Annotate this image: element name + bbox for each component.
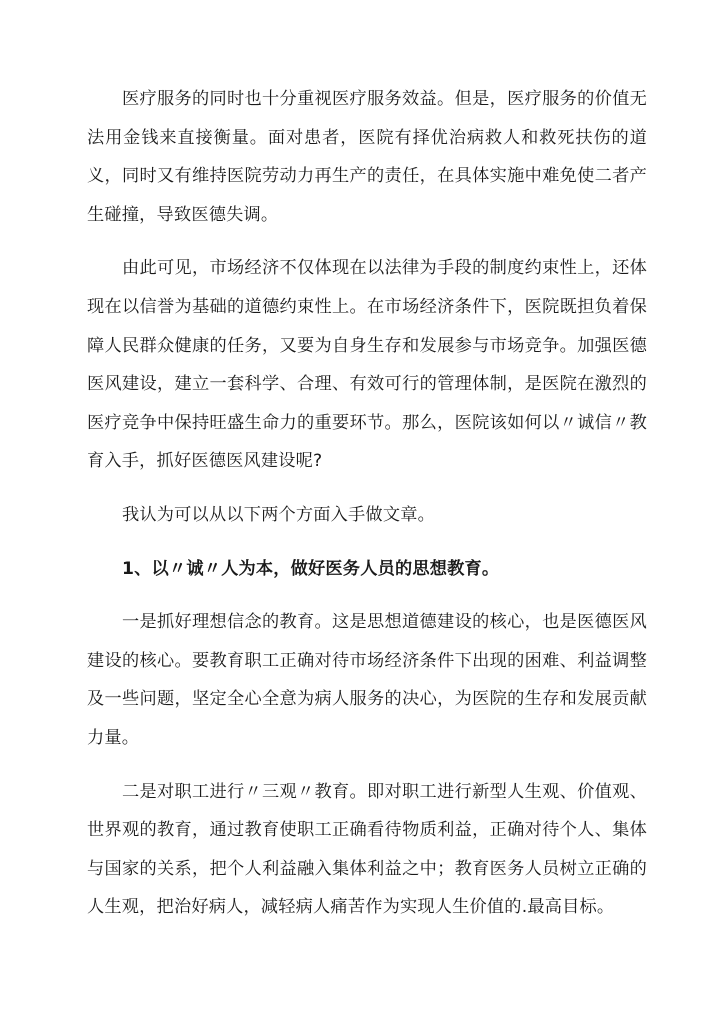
section-heading-integrity: 1、以〃诚〃人为本，做好医务人员的思想教育。: [122, 558, 500, 579]
paragraph-three-views-education: 二是对职工进行〃三观〃教育。即对职工进行新型人生观、价值观、世界观的教育，通过教育使职工正确看待物质利益，正确对待个人、集体与国家的关系，把个人利益融入集体利益之中；教育医务人员树立正确的人生观，把治好病人，减轻病人痛苦作为实现人生价值的.最高目标。: [87, 781, 647, 918]
document-body: [87, 80, 647, 942]
paragraph-two-aspects: 我认为可以从以下两个方面入手做文章。: [122, 504, 435, 525]
paragraph-ideals-education: 一是抓好理想信念的教育。这是思想道德建设的核心，也是医德医风建设的核心。要教育职工正确对待市场经济条件下出现的困难、利益调整及一些问题，坚定全心全意为病人服务的决心，为医院的生存和发展贡献力量。: [87, 612, 647, 748]
paragraph-medical-service-value: 医疗服务的同时也十分重视医疗服务效益。但是，医疗服务的价值无法用金钱来直接衡量。面对患者，医院有择优治病救人和救死扶伤的道义，同时又有维持医院劳动力再生产的责任，在具体实施中难免使二者产生碰撞，导致医德失调。: [87, 89, 647, 225]
paragraph-market-economy: 由此可见，市场经济不仅体现在以法律为手段的制度约束性上，还体现在以信誉为基础的道德约束性上。在市场经济条件下，医院既担负着保障人民群众健康的任务，又要为自身生存和发展参与市场竞争。加强医德医风建设，建立一套科学、合理、有效可行的管理体制，是医院在激烈的医疗竞争中保持旺盛生命力的重要环节。那么，医院该如何以〃诚信〃教育入手，抓好医德医风建设呢?: [87, 258, 647, 472]
